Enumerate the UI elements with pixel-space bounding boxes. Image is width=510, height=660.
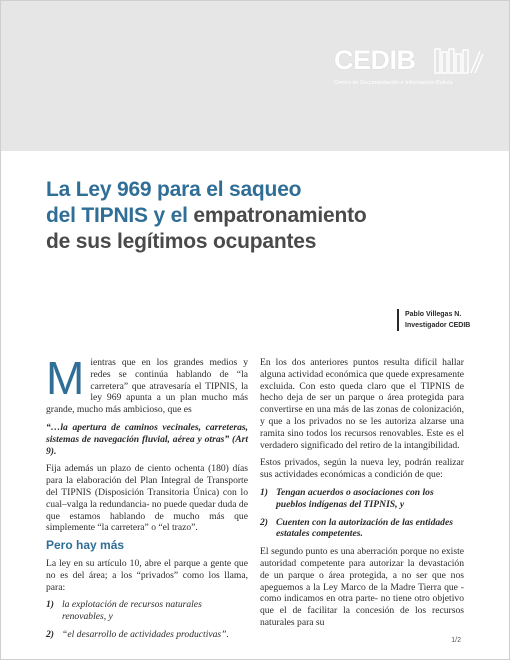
header-band	[1, 1, 509, 151]
author-role: Investigador CEDIB	[405, 322, 471, 329]
paragraph-articulo-10: La ley en su artículo 10, abre el parque a gente que no es del área; a los “privados” como los llama, para:	[46, 557, 248, 593]
list-item	[46, 599, 248, 623]
intro-text: ientras que en los grandes medios y redes se continúa hablando de “la carretera” que atravesaría el TIPNIS, la ley 969 apunta a un plan mucho más grande, mucho más ambicioso, que es	[46, 357, 248, 416]
title-line-3: de sus legítimos ocupantes	[46, 230, 317, 253]
list-item-text: “el desarrollo de actividades productivas”.	[62, 628, 229, 640]
list-item-text: la explotación de recursos naturales renovables, y	[62, 599, 202, 623]
list-item-text: Cuenten con la autorización de las entidades estatales competentes.	[276, 516, 453, 540]
intro-paragraph	[46, 352, 248, 416]
left-column	[46, 352, 248, 647]
list-item-number: 2)	[46, 628, 54, 640]
page-number: 1/2	[451, 637, 461, 644]
paragraph-plazo: Fija además un plazo de ciento ochenta (180) días para la elaboración del Plan Integral de Transporte del TIPNIS (Disposición Transitoria Única) con lo cual–valga la redundancia- no puede quedar duda de que estamos hablando de mucho más que simplemente “la carretera” o “el trazo”.	[46, 463, 248, 534]
list-item	[260, 487, 464, 511]
cedib-logo	[334, 43, 484, 91]
title-line-2	[46, 203, 476, 229]
bookshelf-icon	[434, 47, 484, 75]
paragraph-anteriores: En los dos anteriores puntos resulta difícil hallar alguna actividad económica que quede expresamente excluida. Con esto queda claro que el TIPNIS de hecho deja de ser un parque o área protegida para convertirse en una más de las zonas de colonización, y que a los privados no se les autoriza alzarse una ramita sino todos los recursos renovables. Este es el verdadero significado del retiro de la intangibilidad.	[260, 357, 464, 451]
title-line-1: La Ley 969 para el saqueo	[46, 178, 302, 201]
author-block	[397, 309, 470, 331]
article-title	[46, 177, 476, 255]
list-item-text: Tengan acuerdos o asociaciones con los pueblos indígenas del TIPNIS, y	[276, 486, 434, 510]
paragraph-aberracion: El segundo punto es una aberración porque no existe autoridad competente para autorizar la devastación de un parque o área protegida, a no ser que nos apeguemos a la Ley Marco de la Madre Tierra que -como indicamos en otra parte- no tiene otro objetivo que el de facilitar la concesión de los recursos naturales para su	[260, 546, 464, 628]
title-line-2-dark: empatronamiento	[193, 204, 367, 227]
quote-paragraph: “…la apertura de caminos vecinales, carreteras, sistemas de navegación fluvial, aérea y otras” (Art 9).	[46, 421, 248, 457]
list-item-number: 1)	[46, 599, 54, 611]
dropcap: M	[46, 352, 85, 404]
logo-tagline: Centro de Documentación e Información Bolivia	[334, 80, 453, 86]
section-heading: Pero hay más	[46, 538, 125, 553]
list-item-number: 1)	[260, 486, 268, 498]
list-item-number: 2)	[260, 516, 268, 528]
list-item	[260, 517, 464, 541]
author-name: Pablo Villegas N.	[405, 311, 462, 318]
paragraph-privados: Estos privados, según la nueva ley, podrán realizar sus actividades económicas a condición de que:	[260, 457, 464, 481]
logo-wordmark: CEDIB	[334, 45, 416, 75]
title-line-2-blue: del TIPNIS y el	[46, 204, 194, 227]
list-item	[46, 629, 248, 641]
right-column	[260, 357, 464, 635]
